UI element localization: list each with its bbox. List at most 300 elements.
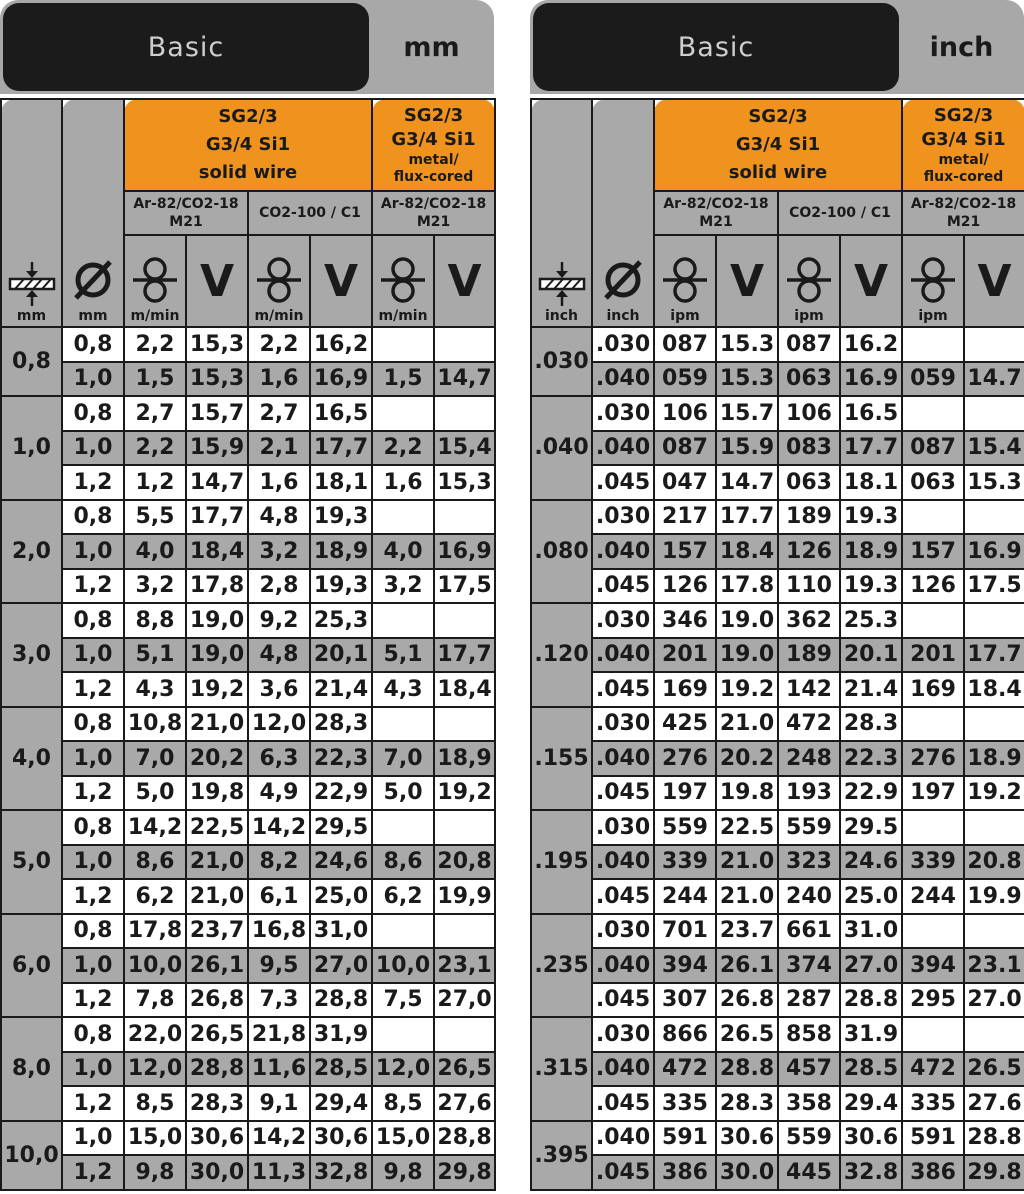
voltage-cell: 30,0 (186, 1155, 248, 1190)
voltage-cell: 30.6 (716, 1121, 778, 1156)
voltage-cell: 16.2 (840, 327, 902, 362)
speed-cell (902, 1017, 964, 1052)
speed-unit: m/min (254, 308, 304, 324)
voltage-cell: 21.0 (716, 707, 778, 742)
diameter-cell: 1,0 (62, 431, 124, 466)
speed-cell: 4,3 (124, 672, 186, 707)
speed-cell: 063 (902, 465, 964, 500)
speed-cell (372, 707, 434, 742)
voltage-cell: 32,8 (310, 1155, 372, 1190)
speed-cell: 7,5 (372, 983, 434, 1018)
gas-code: M21 (416, 214, 451, 230)
table-row (531, 1155, 1024, 1190)
speed-cell: 339 (654, 845, 716, 880)
diameter-cell: 1,2 (62, 879, 124, 914)
parameter-table (0, 98, 496, 1191)
solid-wire-header (124, 99, 372, 191)
voltage-cell: 27.0 (964, 983, 1024, 1018)
wire-type-line: SG2/3 (748, 106, 808, 127)
voltage-cell (434, 603, 495, 638)
speed-cell: 12,0 (372, 1052, 434, 1087)
voltage-cell: 15,7 (186, 396, 248, 431)
solid-wire-header (654, 99, 902, 191)
diameter-cell: 0,8 (62, 707, 124, 742)
table-row (531, 741, 1024, 776)
table-row (1, 431, 495, 466)
diameter-cell: .040 (592, 431, 654, 466)
voltage-cell: 31.0 (840, 914, 902, 949)
diameter-cell: 0,8 (62, 603, 124, 638)
speed-cell: 047 (654, 465, 716, 500)
voltage-cell: 16.5 (840, 396, 902, 431)
table-row (531, 431, 1024, 466)
speed-cell: 059 (654, 362, 716, 397)
diameter-cell: .030 (592, 500, 654, 535)
speed-cell: 169 (902, 672, 964, 707)
diameter-cell: .045 (592, 983, 654, 1018)
voltage-cell (964, 327, 1024, 362)
speed-cell: 4,3 (372, 672, 434, 707)
wire-type-line: metal/ (408, 152, 459, 168)
thickness-cell: .120 (531, 603, 592, 707)
speed-cell: 8,6 (124, 845, 186, 880)
gas-code: M21 (169, 214, 203, 230)
thickness-cell: 4,0 (1, 707, 62, 811)
speed-cell: 445 (778, 1155, 840, 1190)
speed-cell: 6,2 (372, 879, 434, 914)
voltage-cell: 32.8 (840, 1155, 902, 1190)
speed-cell: 22,0 (124, 1017, 186, 1052)
diameter-cell: 0,8 (62, 396, 124, 431)
diameter-cell: 1,0 (62, 1121, 124, 1156)
speed-cell (372, 327, 434, 362)
speed-cell: 276 (902, 741, 964, 776)
speed-cell: 110 (778, 569, 840, 604)
speed-cell: 5,5 (124, 500, 186, 535)
diameter-cell: 1,0 (62, 534, 124, 569)
speed-cell: 244 (654, 879, 716, 914)
header-tab-bar (530, 0, 1024, 94)
wire-speed-header (248, 235, 310, 327)
voltage-cell: 20,8 (434, 845, 495, 880)
voltage-cell: 17.7 (716, 500, 778, 535)
voltage-cell: 18.9 (964, 741, 1024, 776)
thickness-cell: 6,0 (1, 914, 62, 1018)
voltage-cell: 28,5 (310, 1052, 372, 1087)
speed-cell: 346 (654, 603, 716, 638)
diameter-cell: 0,8 (62, 500, 124, 535)
voltage-cell (964, 396, 1024, 431)
speed-cell: 295 (902, 983, 964, 1018)
speed-cell: 15,0 (372, 1121, 434, 1156)
voltage-cell: 19.0 (716, 603, 778, 638)
voltage-cell: 14,7 (186, 465, 248, 500)
voltage-cell: 31.9 (840, 1017, 902, 1052)
unit-tab[interactable]: inch (929, 31, 994, 63)
voltage-cell: 28,8 (434, 1121, 495, 1156)
speed-cell: 16,8 (248, 914, 310, 949)
voltage-header: V (434, 235, 495, 327)
voltage-cell: 27,6 (434, 1086, 495, 1121)
speed-cell: 1,6 (248, 362, 310, 397)
thickness-cell: .155 (531, 707, 592, 811)
speed-cell: 661 (778, 914, 840, 949)
speed-cell: 063 (778, 362, 840, 397)
thickness-cell: .030 (531, 327, 592, 396)
wire-speed-header (654, 235, 716, 327)
voltage-cell: 26.8 (716, 983, 778, 1018)
voltage-cell: 16,5 (310, 396, 372, 431)
table-row (531, 672, 1024, 707)
voltage-cell (964, 914, 1024, 949)
wire-feed-icon (131, 256, 179, 304)
table-row (531, 1086, 1024, 1121)
voltage-cell: 24.6 (840, 845, 902, 880)
speed-cell: 8,8 (124, 603, 186, 638)
table-row (531, 810, 1024, 845)
diameter-cell: .030 (592, 914, 654, 949)
speed-cell: 8,5 (372, 1086, 434, 1121)
voltage-cell: 26,8 (186, 983, 248, 1018)
voltage-cell: 22,3 (310, 741, 372, 776)
basic-tab[interactable]: Basic (3, 3, 369, 91)
voltage-cell: 25.3 (840, 603, 902, 638)
voltage-cell: 19.3 (840, 569, 902, 604)
speed-cell: 6,2 (124, 879, 186, 914)
table-row (1, 534, 495, 569)
voltage-cell: 21.0 (716, 845, 778, 880)
voltage-cell (964, 810, 1024, 845)
wire-feed-icon (661, 256, 709, 304)
diameter-cell: .045 (592, 879, 654, 914)
voltage-cell (964, 707, 1024, 742)
header-row-wire-type (531, 99, 1024, 191)
speed-cell: 362 (778, 603, 840, 638)
speed-cell: 8,2 (248, 845, 310, 880)
table-row (1, 465, 495, 500)
speed-cell: 335 (654, 1086, 716, 1121)
table-row (531, 638, 1024, 673)
parameter-table (530, 98, 1024, 1191)
table-row (531, 845, 1024, 880)
voltage-cell: 22.5 (716, 810, 778, 845)
voltage-cell: 15,9 (186, 431, 248, 466)
table-row (1, 741, 495, 776)
voltage-cell: 14,7 (434, 362, 495, 397)
voltage-cell: 29.8 (964, 1155, 1024, 1190)
voltage-cell: 17,5 (434, 569, 495, 604)
speed-cell (902, 707, 964, 742)
speed-cell: 157 (654, 534, 716, 569)
voltage-cell: 18.9 (840, 534, 902, 569)
diameter-cell: 1,2 (62, 776, 124, 811)
speed-cell: 2,7 (248, 396, 310, 431)
table-row (1, 948, 495, 983)
speed-cell: 189 (778, 500, 840, 535)
speed-cell: 394 (654, 948, 716, 983)
voltage-cell: 30.0 (716, 1155, 778, 1190)
speed-cell: 3,2 (248, 534, 310, 569)
speed-cell: 394 (902, 948, 964, 983)
wire-type-line: G3/4 Si1 (391, 129, 476, 150)
thickness-unit: inch (544, 308, 579, 324)
speed-cell: 126 (902, 569, 964, 604)
table-row (531, 465, 1024, 500)
speed-cell: 472 (778, 707, 840, 742)
voltage-cell: 29.4 (840, 1086, 902, 1121)
voltage-cell: 23,7 (186, 914, 248, 949)
speed-cell (372, 1017, 434, 1052)
voltage-header: V (964, 235, 1024, 327)
voltage-cell: 15.4 (964, 431, 1024, 466)
voltage-cell: 31,9 (310, 1017, 372, 1052)
diameter-cell: 1,0 (62, 638, 124, 673)
voltage-cell: 22.9 (840, 776, 902, 811)
voltage-cell: 21.0 (716, 879, 778, 914)
wire-speed-header (902, 235, 964, 327)
table-row (1, 983, 495, 1018)
voltage-cell: 17.7 (964, 638, 1024, 673)
speed-cell: 7,0 (124, 741, 186, 776)
thickness-cell: 2,0 (1, 500, 62, 604)
wire-type-line: G3/4 Si1 (921, 129, 1006, 150)
unit-tab[interactable]: mm (403, 31, 460, 63)
table-row (1, 672, 495, 707)
speed-cell: 9,1 (248, 1086, 310, 1121)
table-row (1, 914, 495, 949)
speed-cell: 457 (778, 1052, 840, 1087)
panel-inch (530, 0, 1024, 1194)
voltage-cell: 25,3 (310, 603, 372, 638)
wire-speed-header (778, 235, 840, 327)
voltage-cell (964, 1017, 1024, 1052)
voltage-cell: 24,6 (310, 845, 372, 880)
voltage-cell: 29,8 (434, 1155, 495, 1190)
voltage-cell: 28.3 (716, 1086, 778, 1121)
voltage-cell: 31,0 (310, 914, 372, 949)
speed-cell (902, 810, 964, 845)
speed-cell: 21,8 (248, 1017, 310, 1052)
voltage-cell: 27,0 (434, 983, 495, 1018)
voltage-cell: 17,7 (434, 638, 495, 673)
flux-cored-header (372, 99, 495, 191)
speed-cell: 169 (654, 672, 716, 707)
voltage-cell: 27.6 (964, 1086, 1024, 1121)
voltage-cell: 22.3 (840, 741, 902, 776)
voltage-cell: 15,3 (434, 465, 495, 500)
table-row (1, 810, 495, 845)
speed-cell: 14,2 (248, 810, 310, 845)
voltage-cell: 18.1 (840, 465, 902, 500)
voltage-cell: 21,4 (310, 672, 372, 707)
speed-cell (372, 810, 434, 845)
gas-ar-solid (654, 191, 778, 235)
voltage-cell (434, 396, 495, 431)
thickness-header (1, 99, 62, 327)
wire-type-line: metal/ (938, 152, 989, 168)
table-row (1, 845, 495, 880)
speed-cell (372, 500, 434, 535)
diameter-cell: 0,8 (62, 914, 124, 949)
diameter-cell: 0,8 (62, 1017, 124, 1052)
speed-unit: ipm (794, 308, 824, 324)
voltage-cell: 17,7 (310, 431, 372, 466)
table-row (531, 603, 1024, 638)
speed-cell: 106 (778, 396, 840, 431)
gas-code: M21 (946, 214, 981, 230)
speed-cell: 386 (654, 1155, 716, 1190)
thickness-cell: 8,0 (1, 1017, 62, 1121)
voltage-cell: 19.8 (716, 776, 778, 811)
header-row-wire-type (1, 99, 495, 191)
voltage-cell: 16,9 (310, 362, 372, 397)
voltage-cell: 18,9 (310, 534, 372, 569)
voltage-header: V (186, 235, 248, 327)
diameter-cell: 1,2 (62, 672, 124, 707)
speed-cell: 9,5 (248, 948, 310, 983)
table-row (531, 327, 1024, 362)
voltage-cell: 19.0 (716, 638, 778, 673)
thickness-cell: .395 (531, 1121, 592, 1190)
wire-speed-header (124, 235, 186, 327)
diameter-cell: .045 (592, 776, 654, 811)
diameter-cell: .040 (592, 1121, 654, 1156)
speed-cell: 559 (778, 1121, 840, 1156)
voltage-cell: 15.7 (716, 396, 778, 431)
table-row (531, 534, 1024, 569)
diameter-cell: .045 (592, 465, 654, 500)
voltage-cell: 19,0 (186, 638, 248, 673)
diameter-cell: 1,2 (62, 1086, 124, 1121)
voltage-header: V (840, 235, 902, 327)
voltage-cell: 19,8 (186, 776, 248, 811)
speed-cell: 2,2 (248, 327, 310, 362)
voltage-cell: 27,0 (310, 948, 372, 983)
table-row (1, 500, 495, 535)
voltage-header: V (716, 235, 778, 327)
diameter-cell: .040 (592, 948, 654, 983)
voltage-cell: 15,3 (186, 327, 248, 362)
voltage-cell (434, 707, 495, 742)
speed-cell: 3,6 (248, 672, 310, 707)
voltage-cell: 19,9 (434, 879, 495, 914)
wire-diameter-icon (70, 258, 116, 302)
basic-tab[interactable]: Basic (533, 3, 899, 91)
header-tab-bar (0, 0, 494, 94)
voltage-cell: 20.1 (840, 638, 902, 673)
wire-type-line: SG2/3 (218, 106, 278, 127)
diameter-cell: .030 (592, 810, 654, 845)
gas-mix: CO2-100 / C1 (259, 205, 361, 221)
table-row (1, 638, 495, 673)
speed-cell: 083 (778, 431, 840, 466)
speed-cell: 248 (778, 741, 840, 776)
thickness-cell: 1,0 (1, 396, 62, 500)
speed-cell: 2,2 (124, 327, 186, 362)
diameter-unit: mm (78, 308, 108, 324)
speed-cell: 6,3 (248, 741, 310, 776)
voltage-cell: 23.7 (716, 914, 778, 949)
diameter-cell: .045 (592, 1155, 654, 1190)
speed-cell: 17,8 (124, 914, 186, 949)
table-row (1, 603, 495, 638)
speed-cell (372, 603, 434, 638)
diameter-cell: 1,2 (62, 983, 124, 1018)
thickness-cell: 0,8 (1, 327, 62, 396)
voltage-cell: 21,0 (186, 845, 248, 880)
voltage-cell: 30.6 (840, 1121, 902, 1156)
speed-cell: 12,0 (124, 1052, 186, 1087)
gas-mix: Ar-82/CO2-18 (910, 196, 1017, 212)
table-row (1, 1155, 495, 1190)
table-row (531, 569, 1024, 604)
thickness-cell: 3,0 (1, 603, 62, 707)
diameter-cell: 1,2 (62, 569, 124, 604)
wire-type-line: solid wire (198, 162, 298, 183)
speed-cell: 11,3 (248, 1155, 310, 1190)
speed-cell: 5,0 (372, 776, 434, 811)
voltage-cell: 28,3 (310, 707, 372, 742)
wire-type-line: G3/4 Si1 (205, 134, 291, 155)
speed-cell: 1,6 (248, 465, 310, 500)
voltage-cell: 27.0 (840, 948, 902, 983)
speed-cell: 2,7 (124, 396, 186, 431)
table-row (531, 983, 1024, 1018)
speed-cell: 087 (654, 327, 716, 362)
speed-cell: 12,0 (248, 707, 310, 742)
wire-type-line: G3/4 Si1 (735, 134, 821, 155)
table-row (1, 1121, 495, 1156)
speed-cell: 9,2 (248, 603, 310, 638)
wire-speed-header (372, 235, 434, 327)
voltage-cell: 28.5 (840, 1052, 902, 1087)
table-row (531, 500, 1024, 535)
diameter-cell: .030 (592, 396, 654, 431)
voltage-cell: 26,1 (186, 948, 248, 983)
voltage-cell: 17,8 (186, 569, 248, 604)
speed-cell: 4,8 (248, 500, 310, 535)
voltage-cell: 26.5 (716, 1017, 778, 1052)
voltage-cell: 19,2 (434, 776, 495, 811)
gas-code: M21 (699, 214, 733, 230)
gas-mix: Ar-82/CO2-18 (380, 196, 487, 212)
speed-cell: 591 (902, 1121, 964, 1156)
voltage-cell: 19,3 (310, 569, 372, 604)
thickness-cell: 10,0 (1, 1121, 62, 1190)
thickness-cell: 5,0 (1, 810, 62, 914)
speed-cell: 6,1 (248, 879, 310, 914)
table-row (531, 1017, 1024, 1052)
voltage-cell: 28,3 (186, 1086, 248, 1121)
gas-ar-cored (902, 191, 1024, 235)
voltage-cell: 19,0 (186, 603, 248, 638)
diameter-cell: .040 (592, 845, 654, 880)
plate-thickness-icon (7, 260, 57, 308)
speed-cell: 5,0 (124, 776, 186, 811)
speed-cell: 472 (902, 1052, 964, 1087)
voltage-cell: 28.8 (840, 983, 902, 1018)
voltage-cell: 20.2 (716, 741, 778, 776)
diameter-cell: .030 (592, 603, 654, 638)
table-row (531, 362, 1024, 397)
voltage-cell: 16.9 (964, 534, 1024, 569)
gas-mix: CO2-100 / C1 (789, 205, 891, 221)
gas-mix: Ar-82/CO2-18 (663, 196, 769, 212)
table-row (1, 396, 495, 431)
wire-type-line: SG2/3 (403, 105, 464, 126)
speed-cell: 106 (654, 396, 716, 431)
thickness-header (531, 99, 592, 327)
